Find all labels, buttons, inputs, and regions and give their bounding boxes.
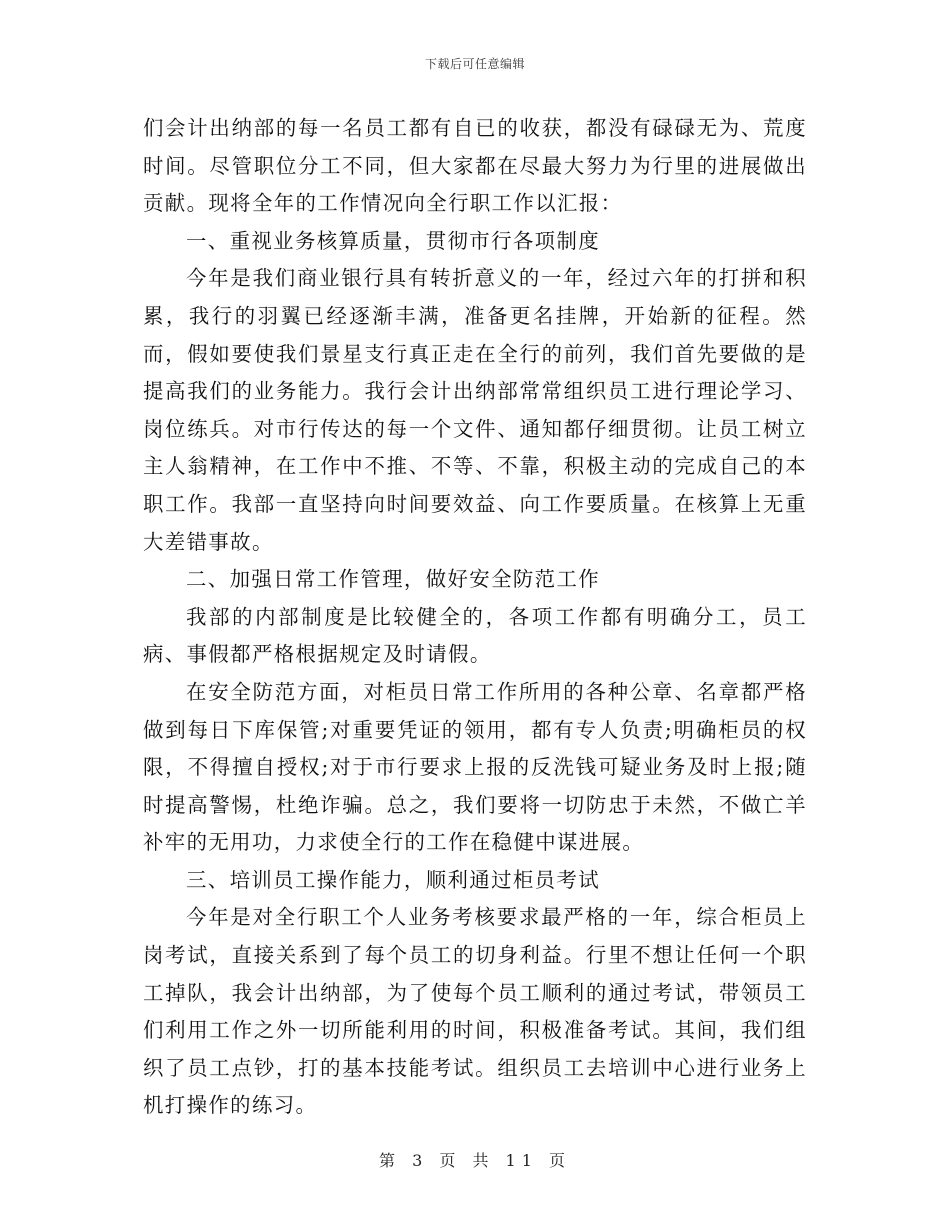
section-heading: 三、培训员工操作能力，顺利通过柜员考试 bbox=[186, 867, 601, 892]
paragraph: 在安全防范方面，对柜员日常工作所用的各种公章、名章都严格做到每日下库保管;对重要凭证的领用，都有专人负责;明确柜员的权限，不得擅自授权;对于市行要求上报的反洗钱可疑业务及时上报;随时提高警惕，杜绝诈骗。总之，我们要将一切防忠于未然，不做亡羊补牢的无用功，力求使全行的工作在稳健中谋进展。 bbox=[143, 679, 807, 855]
paragraph: 今年是我们商业银行具有转折意义的一年，经过六年的打拼和积累，我行的羽翼已经逐渐丰满，准备更名挂牌，开始新的征程。然而，假如要使我们景星支行真正走在全行的前列，我们首先要做的是提高我们的业务能力。我行会计出纳部常常组织员工进行理论学习、岗位练兵。对市行传达的每一个文件、通知都仔细贯彻。让员工树立主人翁精神，在工作中不推、不等、不靠，积极主动的完成自己的本职工作。我部一直坚持向时间要效益、向工作要质量。在核算上无重大差错事故。 bbox=[143, 266, 807, 554]
paragraph: 我部的内部制度是比较健全的，各项工作都有明确分工，员工病、事假都严格根据规定及时请假。 bbox=[143, 604, 807, 667]
page-header: 下载后可任意编辑 bbox=[424, 57, 525, 71]
section-heading: 一、重视业务核算质量，贯彻市行各项制度 bbox=[186, 228, 601, 253]
page-number: 第 3 页 共 11 页 bbox=[379, 1151, 571, 1170]
section-heading: 二、加强日常工作管理，做好安全防范工作 bbox=[186, 567, 601, 592]
paragraph: 们会计出纳部的每一名员工都有自已的收获，都没有碌碌无为、荒度时间。尽管职位分工不同，但大家都在尽最大努力为行里的进展做出贡献。现将全年的工作情况向全行职工作以汇报： bbox=[143, 116, 807, 216]
body-text bbox=[143, 110, 807, 1125]
paragraph: 今年是对全行职工个人业务考核要求最严格的一年，综合柜员上岗考试，直接关系到了每个员工的切身利益。行里不想让任何一个职工掉队，我会计出纳部，为了使每个员工顺利的通过考试，带领员工们利用工作之外一切所能利用的时间，积极准备考试。其间，我们组织了员工点钞，打的基本技能考试。组织员工去培训中心进行业务上机打操作的练习。 bbox=[143, 905, 807, 1118]
